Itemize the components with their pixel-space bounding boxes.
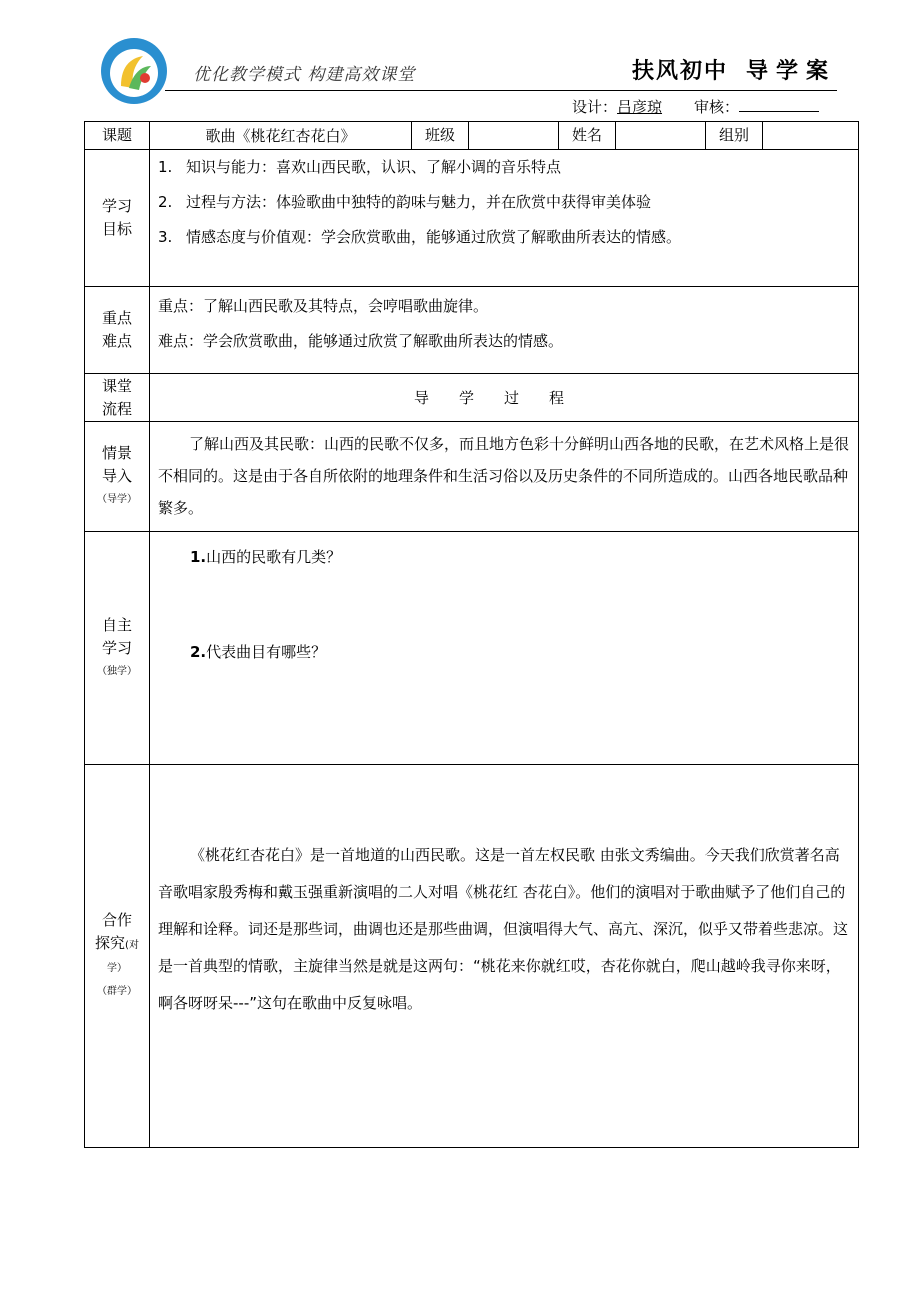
cooperation-label: 合作 探究(对 学） （群学） [85, 765, 150, 1148]
intro-label: 情景导入 （导学） [85, 422, 150, 532]
name-field[interactable] [616, 122, 706, 150]
cooperation-sub: （群学） [97, 986, 137, 997]
doc-type: 导学案 [745, 58, 836, 84]
objectives-label: 学习目标 [85, 150, 150, 287]
objectives-row [85, 150, 859, 287]
document-title [632, 54, 836, 85]
reviewer-blank[interactable] [739, 97, 819, 112]
objectives-list [150, 150, 859, 287]
group-label: 组别 [706, 122, 763, 150]
self-study-label: 自主学习 （独学） [85, 532, 150, 765]
school-logo [99, 36, 169, 106]
objective-item: 2. 过程与方法：体验歌曲中独特的韵味与魅力，并在欣赏中获得审美体验 [158, 193, 652, 211]
self-study-questions [150, 532, 859, 765]
question-1: 1.山西的民歌有几类？ [190, 548, 342, 566]
topic-row [85, 122, 859, 150]
key-points-row [85, 287, 859, 374]
class-label: 班级 [412, 122, 469, 150]
reviewer-label: 审核： [694, 98, 740, 116]
class-field[interactable] [469, 122, 559, 150]
topic-label: 课题 [85, 122, 150, 150]
difficult-point: 难点：学会欣赏歌曲，能够通过欣赏了解歌曲所表达的情感。 [158, 332, 564, 350]
flow-row [85, 374, 859, 422]
objective-item: 1. 知识与能力：喜欢山西民歌，认识、了解小调的音乐特点 [158, 158, 562, 176]
intro-text: 了解山西及其民歌：山西的民歌不仅多，而且地方色彩十分鲜明山西各地的民歌，在艺术风格上是很不相同的。这是由于各自所依附的地理条件和生活习俗以及历史条件的不同所造成的。山西各地民歌品种繁多。 [158, 435, 850, 517]
flow-title: 导学过程 [150, 374, 859, 422]
school-name: 扶风初中 [631, 58, 728, 84]
topic-value: 歌曲《桃花红杏花白》 [150, 122, 412, 150]
key-point: 重点：了解山西民歌及其特点，会哼唱歌曲旋律。 [158, 297, 489, 315]
self-study-row [85, 532, 859, 765]
key-points-label: 重点难点 [85, 287, 150, 374]
header-divider [165, 90, 837, 91]
designer-name: 吕彦琼 [617, 98, 663, 116]
self-study-sub: （独学） [97, 665, 137, 677]
group-field[interactable] [763, 122, 859, 150]
study-guide-table [84, 121, 859, 1148]
intro-sub: （导学） [97, 494, 137, 505]
flow-label: 课堂流程 [85, 374, 150, 422]
name-label: 姓名 [559, 122, 616, 150]
cooperation-row [85, 765, 859, 1148]
intro-row [85, 422, 859, 532]
designer-label: 设计： [572, 98, 618, 116]
designer-line [572, 96, 819, 117]
slogan: 优化教学模式 构建高效课堂 [193, 65, 416, 85]
question-2: 2.代表曲目有哪些？ [190, 643, 327, 661]
intro-content [150, 422, 859, 532]
key-points-content [150, 287, 859, 374]
objective-item: 3. 情感态度与价值观：学会欣赏歌曲，能够通过欣赏了解歌曲所表达的情感。 [158, 228, 682, 246]
cooperation-text: 《桃花红杏花白》是一首地道的山西民歌。这是一首左权民歌 由张文秀编曲。今天我们欣赏著名高音歌唱家殷秀梅和戴玉强重新演唱的二人对唱《桃花红 杏花白》。他们的演唱对于歌曲赋予了他们自己的理解和诠释。词还是那些词，曲调也还是那些曲调，但演唱得大气、高亢、深沉，似乎又带着些悲凉。这是一首典型的情歌，主旋律当然是就是这两句：“桃花来你就红哎，杏花你就白，爬山越岭我寻你来呀，啊各呀呀呆---”这句在歌曲中反复咏唱。 [158, 846, 849, 1012]
cooperation-content [150, 765, 859, 1148]
